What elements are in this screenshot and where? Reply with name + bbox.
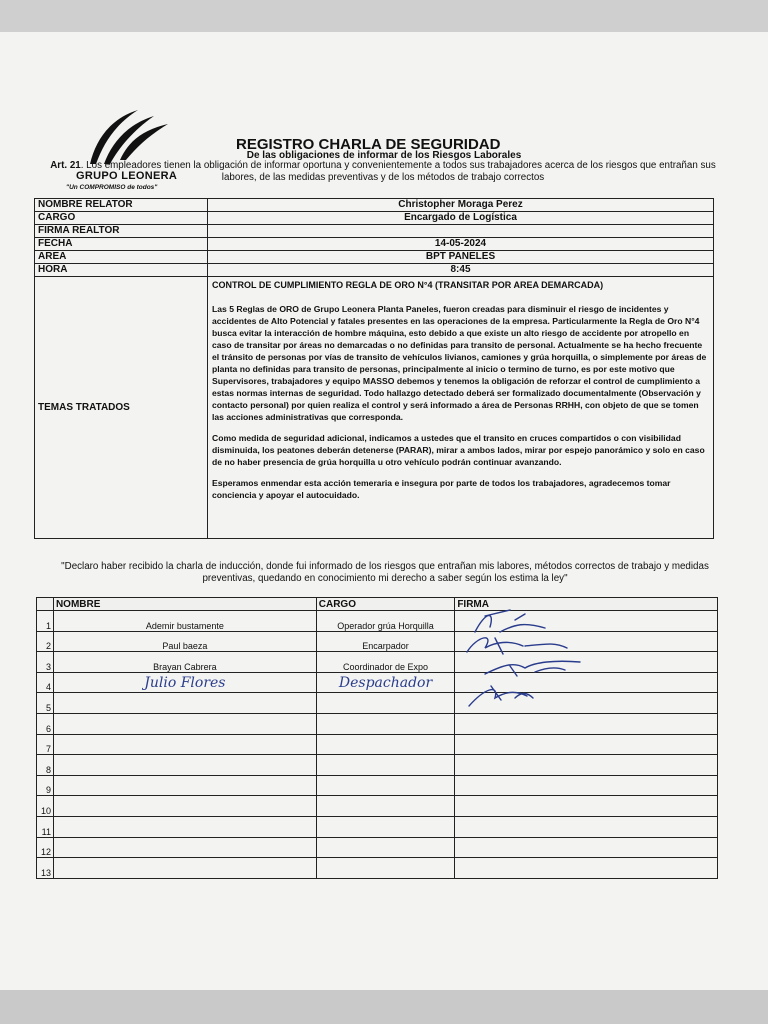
row-number: 6 <box>37 713 54 734</box>
relator-value: Christopher Moraga Perez <box>208 199 714 212</box>
row-cargo[interactable] <box>316 816 455 837</box>
row-number: 12 <box>37 837 54 858</box>
row-firma[interactable] <box>455 734 718 755</box>
row-cargo[interactable]: Despachador <box>316 672 455 693</box>
row-firma[interactable] <box>455 837 718 858</box>
scan-background <box>0 990 768 1024</box>
attendance-row <box>37 858 718 879</box>
row-cargo[interactable] <box>316 734 455 755</box>
attendance-row <box>37 755 718 776</box>
row-number: 3 <box>37 652 54 673</box>
document-title: REGISTRO CHARLA DE SEGURIDAD <box>236 136 501 153</box>
row-cargo[interactable] <box>316 693 455 714</box>
row-firma[interactable] <box>455 816 718 837</box>
attendance-row <box>37 611 718 632</box>
cargo-label: CARGO <box>35 212 208 225</box>
attendance-row <box>37 693 718 714</box>
row-nombre[interactable] <box>53 796 316 817</box>
row-firma[interactable] <box>455 713 718 734</box>
header-firma: FIRMA <box>455 598 718 611</box>
row-nombre[interactable]: Julio Flores <box>53 672 316 693</box>
temas-paragraph-3: Esperamos enmendar esta acción temeraria e insegura por parte de todos los trabajadores, agradecemos tomar conciencia y apoyar el autocuidado. <box>212 478 671 500</box>
attendance-row <box>37 837 718 858</box>
row-number: 5 <box>37 693 54 714</box>
row-cargo[interactable]: Encarpador <box>316 631 455 652</box>
row-cargo[interactable] <box>316 796 455 817</box>
header-number <box>37 598 54 611</box>
article-text <box>38 160 728 184</box>
firma-relator-label: FIRMA REALTOR <box>35 225 208 238</box>
brand-name: GRUPO LEONERA <box>76 170 178 182</box>
relator-label: NOMBRE RELATOR <box>35 199 208 212</box>
row-nombre[interactable] <box>53 734 316 755</box>
attendance-row <box>37 713 718 734</box>
document-subtitle: De las obligaciones de informar de los Riesgos Laborales <box>246 150 522 161</box>
row-nombre[interactable]: Ademir bustamente <box>53 611 316 632</box>
hora-value: 8:45 <box>208 264 714 277</box>
firma-relator-value[interactable] <box>208 225 714 238</box>
header-cargo: CARGO <box>316 598 455 611</box>
row-nombre[interactable]: Brayan Cabrera <box>53 652 316 673</box>
temas-content <box>208 277 714 539</box>
attendance-header-row <box>37 598 718 611</box>
row-nombre[interactable] <box>53 713 316 734</box>
temas-paragraph-1: Las 5 Reglas de ORO de Grupo Leonera Planta Paneles, fueron creadas para disminuir el riesgo de incidentes y accidentes de Alto Potencial y fatales presentes en las operaciones de la empresa. Particularmente la Regla de Oro N°4 busca evitar la interacción de hombre máquina, esto debido a que existe un alto riesgo de accidente por atropello en caso de transitar por áreas no demarcadas o no definidas para transito de personal. Actualmente se ha hecho frecuente el tránsito de personas por vías de transito de vehículos livianos, camiones y grúa horquilla, o simplemente por áreas de planta no definidas para transito de personas, principalmente al inicio o termino de turno, es por este motivo que Supervisores, trabajadores y equipo MASSO debemos y tenemos la obligación de reforzar el control de cumplimiento a estas normas internas de seguridad. Todo hallazgo detectado deberá ser formalizado documentalmente (Observación y contacto personal) por quien realiza el control y será informado a área de Personas RRHH, con objeto de que se tomen las acciones administrativas que corresponda. <box>212 304 707 422</box>
article-label: Art. 21 <box>50 160 81 171</box>
header-nombre: NOMBRE <box>53 598 316 611</box>
row-number: 7 <box>37 734 54 755</box>
row-nombre[interactable]: Paul baeza <box>53 631 316 652</box>
brand-tagline: "Un COMPROMISO de todos" <box>66 184 158 191</box>
row-cargo[interactable] <box>316 837 455 858</box>
row-nombre[interactable] <box>53 755 316 776</box>
attendance-row <box>37 734 718 755</box>
row-cargo[interactable]: Operador grúa Horquilla <box>316 611 455 632</box>
row-cargo[interactable] <box>316 775 455 796</box>
attendance-body <box>37 611 718 879</box>
row-firma[interactable] <box>455 858 718 879</box>
row-firma[interactable] <box>455 775 718 796</box>
row-nombre[interactable] <box>53 775 316 796</box>
row-number: 2 <box>37 631 54 652</box>
attendance-row <box>37 796 718 817</box>
row-firma[interactable] <box>455 796 718 817</box>
cargo-value: Encargado de Logística <box>208 212 714 225</box>
row-number: 8 <box>37 755 54 776</box>
attendance-table <box>36 597 718 879</box>
row-cargo[interactable] <box>316 755 455 776</box>
attendance-row <box>37 631 718 652</box>
area-value: BPT PANELES <box>208 251 714 264</box>
hora-label: HORA <box>35 264 208 277</box>
row-nombre[interactable] <box>53 816 316 837</box>
row-nombre[interactable] <box>53 693 316 714</box>
row-number: 13 <box>37 858 54 879</box>
attendance-row <box>37 816 718 837</box>
signatures-scribble <box>455 602 605 712</box>
temas-paragraph-2: Como medida de seguridad adicional, indicamos a ustedes que el transito en cruces compartidos o con visibilidad disminuida, los peatones deberán detenerse (PARAR), mirar a ambos lados, mirar por espejo panorámico y solo en caso de no haber presencia de grúa horquilla u otro vehículo podrán continuar avanzando. <box>212 433 705 467</box>
row-number: 10 <box>37 796 54 817</box>
row-cargo[interactable] <box>316 713 455 734</box>
row-cargo[interactable] <box>316 858 455 879</box>
temas-heading: CONTROL DE CUMPLIMIENTO REGLA DE ORO N°4 (TRANSITAR POR AREA DEMARCADA) <box>212 280 604 290</box>
row-nombre[interactable] <box>53 858 316 879</box>
declaration-text: "Declaro haber recibido la charla de inducción, donde fui informado de los riesgos que entrañan mis labores, métodos correctos de trabajo y medidas preventivas, quedando en conocimiento mi derecho a saber según los estima la ley" <box>61 561 709 584</box>
row-number: 11 <box>37 816 54 837</box>
area-label: AREA <box>35 251 208 264</box>
row-number: 9 <box>37 775 54 796</box>
talk-info-table <box>34 198 714 539</box>
row-firma[interactable] <box>455 755 718 776</box>
attendance-row <box>37 652 718 673</box>
row-cargo[interactable]: Coordinador de Expo <box>316 652 455 673</box>
article-body: . Los empleadores tienen la obligación de informar oportuna y convenientemente a todos sus trabajadores acerca de los riesgos que entrañan sus labores, de las medidas preventivas y de los métodos de trabajo correctos <box>80 160 716 183</box>
fecha-label: FECHA <box>35 238 208 251</box>
row-number: 4 <box>37 672 54 693</box>
temas-label: TEMAS TRATADOS <box>35 277 208 539</box>
row-nombre[interactable] <box>53 837 316 858</box>
attendance-row <box>37 672 718 693</box>
row-number: 1 <box>37 611 54 632</box>
fecha-value: 14-05-2024 <box>208 238 714 251</box>
attendance-row <box>37 775 718 796</box>
